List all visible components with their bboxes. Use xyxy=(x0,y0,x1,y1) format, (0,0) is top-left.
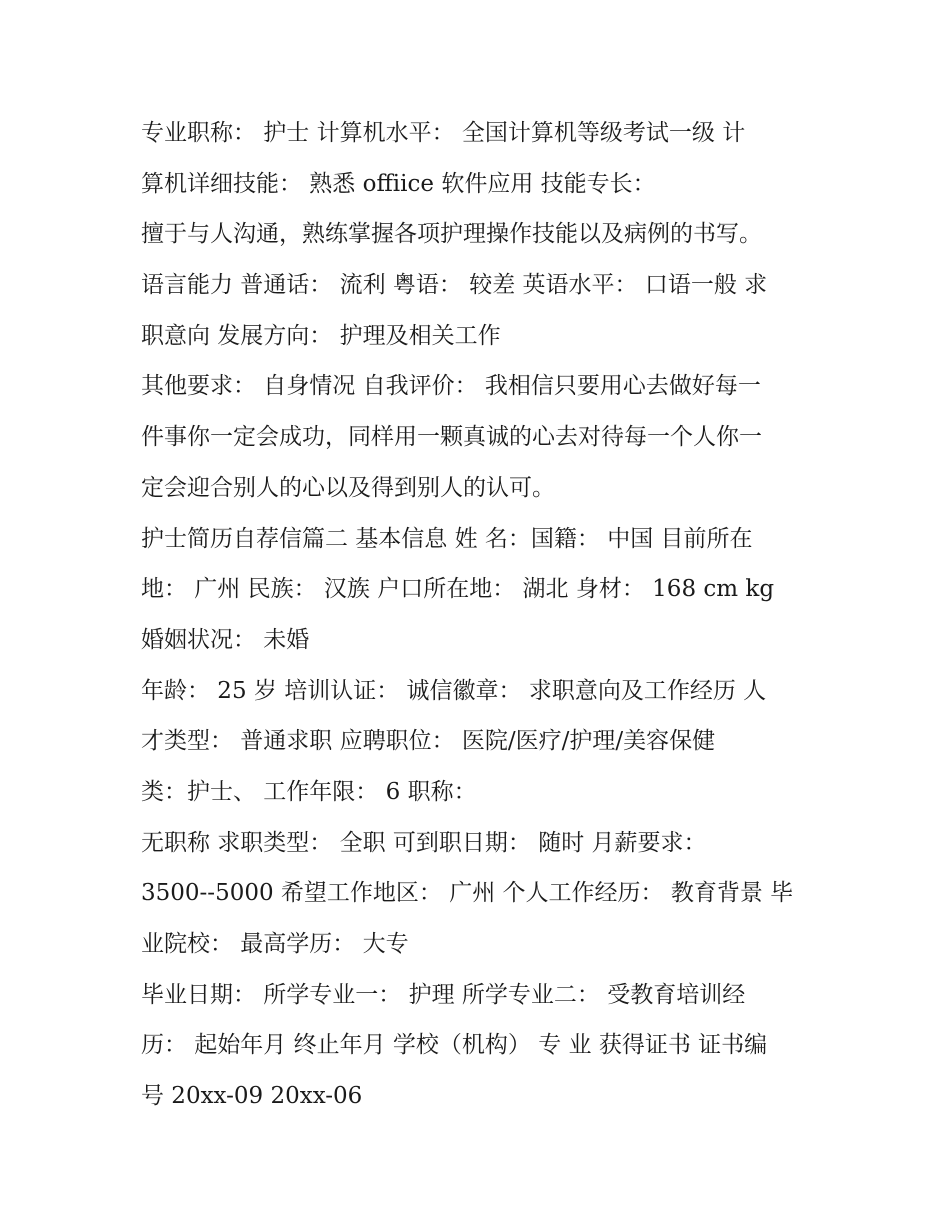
text-line: 3500--5000 希望工作地区： 广州 个人工作经历： 教育背景 毕 xyxy=(141,880,794,907)
text-line: 业院校： 最高学历： 大专 xyxy=(141,931,409,957)
text-line: 算机详细技能： 熟悉 offiice 软件应用 技能专长： xyxy=(141,170,656,197)
text-line: 年龄： 25 岁 培训认证： 诚信徽章： 求职意向及工作经历 人 xyxy=(141,677,767,704)
text-line: 号 20xx-09 20xx-06 xyxy=(141,1083,363,1110)
text-line: 毕业日期： 所学专业一： 护理 所学专业二： 受教育培训经 xyxy=(141,981,746,1008)
text-line: 件事你一定会成功，同样用一颗真诚的心去对待每一个人你一 xyxy=(141,424,762,451)
document-body xyxy=(141,108,821,1122)
text-line: 定会迎合别人的心以及得到别人的认可。 xyxy=(141,474,555,501)
text-line: 其他要求： 自身情况 自我评价： 我相信只要用心去做好每一 xyxy=(141,373,761,400)
text-line: 擅于与人沟通，熟练掌握各项护理操作技能以及病例的书写。 xyxy=(141,221,762,248)
text-line: 无职称 求职类型： 全职 可到职日期： 随时 月薪要求： xyxy=(141,829,707,856)
text-line: 语言能力 普通话： 流利 粤语： 较差 英语水平： 口语一般 求 xyxy=(141,272,768,299)
text-line: 地： 广州 民族： 汉族 户口所在地： 湖北 身材： 168 cm kg xyxy=(141,576,775,603)
text-line: 历： 起始年月 终止年月 学校（机构） 专 业 获得证书 证书编 xyxy=(141,1032,768,1059)
text-line: 婚姻状况： 未婚 xyxy=(141,626,310,653)
text-line: 专业职称： 护士 计算机水平： 全国计算机等级考试一级 计 xyxy=(141,120,746,146)
text-line: 才类型： 普通求职 应聘职位： 医院/医疗/护理/美容保健 xyxy=(141,728,716,755)
text-line: 护士简历自荐信篇二 基本信息 姓 名：国籍： 中国 目前所在 xyxy=(141,525,753,552)
text-line: 职意向 发展方向： 护理及相关工作 xyxy=(141,322,501,349)
text-line: 类：护士、 工作年限： 6 职称： xyxy=(141,778,477,805)
